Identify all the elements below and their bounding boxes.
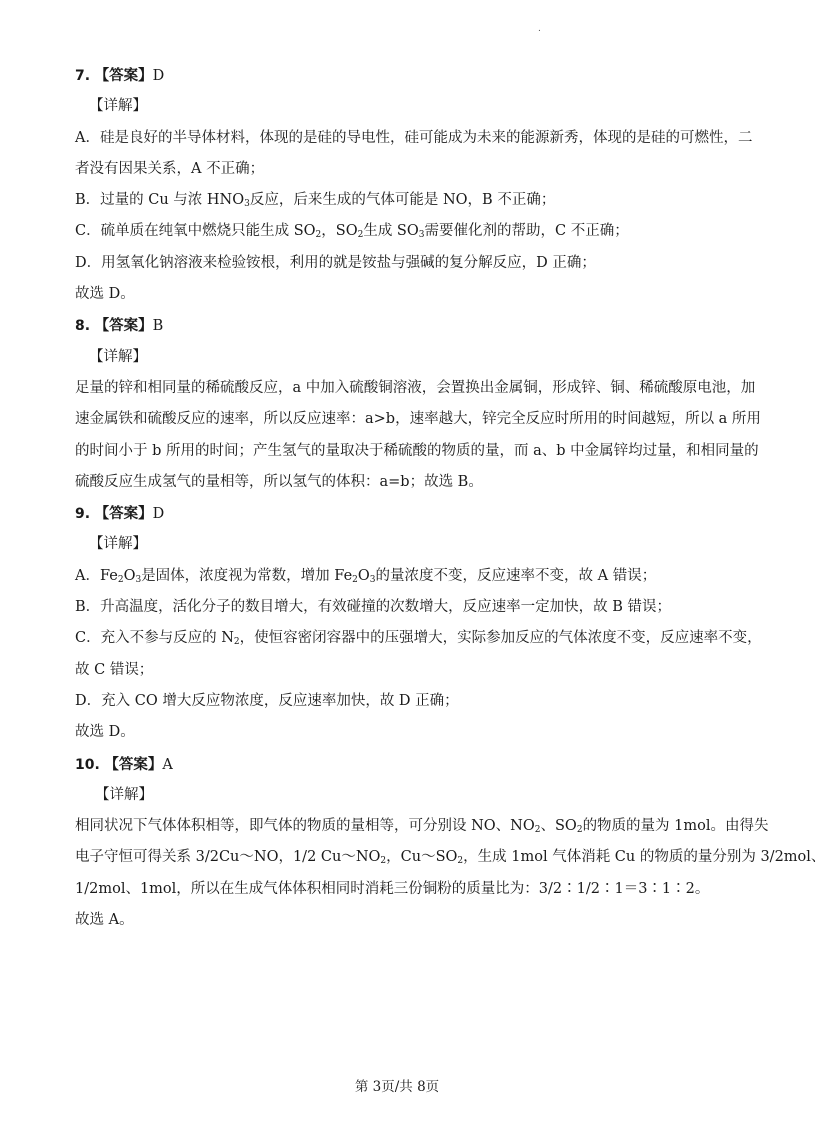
q9-a-text: A．Fe	[75, 567, 118, 584]
q8-number: 8.	[75, 318, 91, 335]
q10-line3: 1/2mol、1mol，所以在生成气体体积相同时消耗三份铜粉的质量比为：3/2∶1/2∶1＝3∶1∶2。	[75, 880, 710, 897]
q10-text: 的物质的量为 1mol。由得失	[582, 818, 769, 835]
q8-detail-label: 【详解】	[89, 348, 147, 365]
q9-number: 9.	[75, 506, 91, 523]
q8-line3: 的时间小于 b 所用的时间；产生氢气的量取决于稀硫酸的物质的量，而 a、b 中金属锌均过量，和相同量的	[75, 442, 759, 459]
page-number: 第 3页/共 8页	[354, 1079, 440, 1095]
header-mark: .	[538, 24, 541, 34]
q9-a-text: 是固体，浓度视为常数，增加 Fe	[141, 567, 353, 584]
q7-b-text-end: 反应，后来生成的气体可能是 NO，B 不正确；	[249, 192, 556, 209]
q9-c-sub: 2	[233, 637, 240, 648]
q10-number: 10.	[75, 756, 100, 773]
q7-c-sub: 2	[357, 230, 364, 241]
q9-a-sub: 3	[369, 574, 376, 585]
q9-option-d: D．充入 CO 增大反应物浓度，反应速率加快，故 D 正确；	[75, 692, 459, 709]
q7-c-sub: 2	[315, 230, 322, 241]
q10-sub: 2	[380, 856, 387, 867]
q7-c-text: ，SO	[321, 223, 358, 240]
q10-text: ，Cu～SO	[386, 849, 458, 866]
q10-answer-line	[75, 749, 725, 780]
q10-line2	[75, 842, 825, 873]
q8-line2: 速金属铁和硫酸反应的速率，所以反应速率：a>b，速率越大，锌完全反应时所用的时间越短，所以 a 所用	[75, 411, 761, 428]
q7-c-sub: 3	[418, 230, 425, 241]
q10-sub: 2	[534, 825, 541, 836]
q7-answer: D	[152, 68, 165, 84]
q9-a-sub: 3	[135, 574, 142, 585]
q9-option-b: B．升高温度，活化分子的数目增大，有效碰撞的次数增大，反应速率一定加快，故 B 错误；	[75, 599, 672, 616]
q7-conclusion: 故选 D。	[75, 286, 135, 303]
q9-detail-label: 【详解】	[89, 536, 147, 553]
q8-line1: 足量的锌和相同量的稀硫酸反应，a 中加入硫酸铜溶液，会置换出金属铜，形成锌、铜、稀硫酸原电池，加	[75, 379, 756, 396]
q7-option-a-line2: 者没有因果关系，A 不正确；	[75, 160, 265, 177]
q8-answer-label: 【答案】	[94, 317, 153, 335]
q9-option-a	[75, 561, 725, 592]
q7-option-c	[75, 216, 725, 247]
q9-answer: D	[152, 506, 165, 523]
q8-answer: B	[152, 318, 164, 335]
q7-option-a-line1: A．硅是良好的半导体材料，体现的是硅的导电性，硅可能成为未来的能源新秀，体现的是硅的可燃性，二	[75, 129, 753, 146]
q8-line4: 硫酸反应生成氢气的量相等，所以氢气的体积：a=b；故选 B。	[75, 473, 483, 490]
q10-text: ，生成 1mol 气体消耗 Cu 的物质的量分别为 3/2mol、	[463, 849, 825, 866]
q9-c-text: C．充入不参与反应的 N	[75, 630, 234, 647]
q10-answer-label: 【答案】	[104, 755, 163, 773]
q7-c-text: C．硫单质在纯氧中燃烧只能生成 SO	[75, 223, 316, 240]
q9-a-sub: 2	[352, 574, 358, 585]
q7-c-text: 生成 SO	[363, 223, 419, 240]
q9-a-sub: 2	[117, 574, 124, 585]
q10-text: 相同状况下气体体积相等，即气体的物质的量相等，可分别设 NO、NO	[75, 818, 535, 835]
q10-answer: A	[162, 756, 173, 773]
q9-option-c	[75, 623, 762, 654]
q7-option-d: D．用氢氧化钠溶液来检验铵根，利用的就是铵盐与强碱的复分解反应，D 正确；	[75, 254, 596, 271]
q8-answer-line	[75, 310, 725, 341]
q10-sub: 2	[457, 856, 464, 867]
q7-option-b	[75, 185, 725, 216]
q10-text: 、SO	[540, 818, 577, 835]
q9-c-text: ，使恒容密闭容器中的压强增大，实际参加反应的气体浓度不变，反应速率不变，	[239, 630, 762, 647]
q10-line1	[75, 811, 769, 842]
q7-b-sub: 3	[244, 199, 250, 210]
q7-answer-line	[75, 60, 725, 91]
q9-conclusion: 故选 D。	[75, 724, 135, 741]
q7-c-text: 需要催化剂的帮助，C 不正确；	[424, 223, 629, 240]
q7-number: 7.	[75, 68, 91, 84]
q7-answer-label: 【答案】	[94, 67, 153, 84]
q9-answer-line	[75, 498, 725, 529]
q9-a-text: O	[357, 567, 370, 584]
q7-detail-label: 【详解】	[89, 98, 147, 115]
q9-option-c-line2: 故 C 错误；	[75, 661, 154, 678]
q9-a-text: O	[123, 567, 136, 584]
q10-sub: 2	[576, 825, 583, 836]
q10-conclusion: 故选 A。	[75, 912, 134, 929]
q7-b-text: B．过量的 Cu 与浓 HNO	[75, 192, 245, 209]
q9-answer-label: 【答案】	[94, 505, 153, 523]
answer-content	[75, 60, 825, 936]
q10-detail-label: 【详解】	[95, 786, 153, 803]
q10-text: 电子守恒可得关系 3/2Cu～NO，1/2 Cu～NO	[75, 849, 381, 866]
q9-a-text: 的量浓度不变，反应速率不变，故 A 错误；	[375, 567, 657, 584]
